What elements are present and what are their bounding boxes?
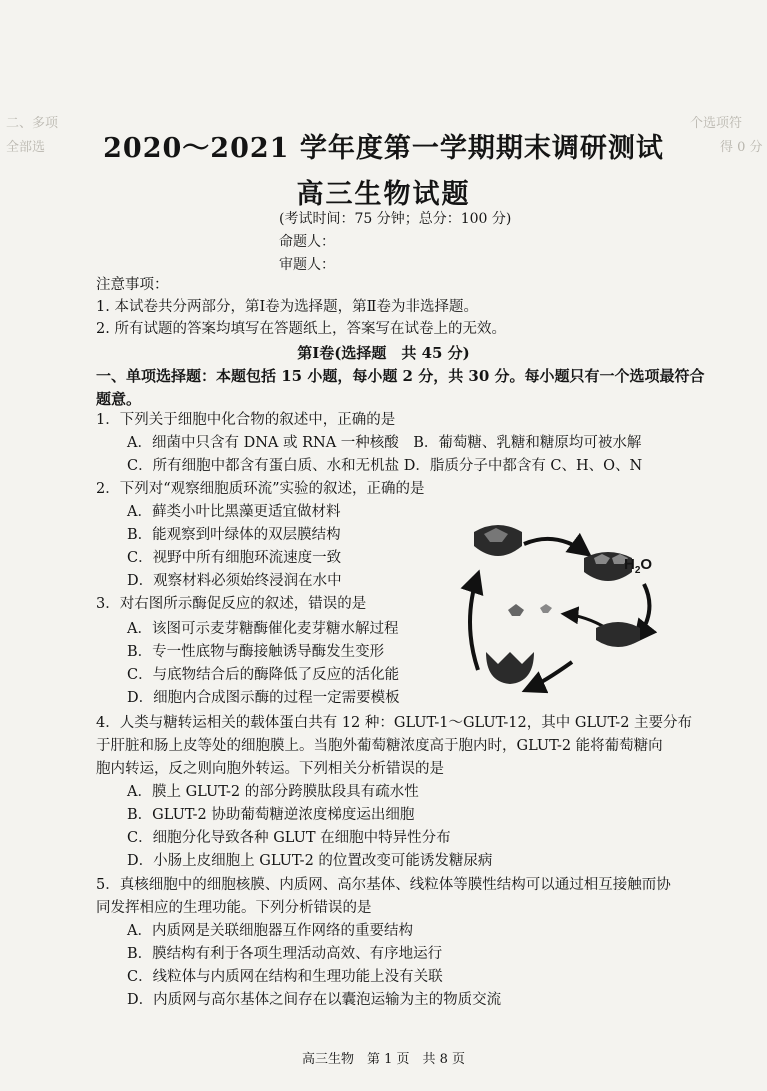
question-stem: 于肝脏和肠上皮等处的细胞膜上。当胞外葡萄糖浓度高于胞内时，GLUT-2 能将葡萄糖向: [96, 738, 663, 754]
page-footer: 高三生物 第 1 页 共 8 页: [301, 1052, 466, 1067]
bleed-text: 全部选: [6, 140, 46, 155]
exam-info: (考试时间：75 分钟；总分：100 分): [279, 211, 512, 227]
enzyme-reaction-diagram: [456, 512, 666, 702]
question-option: A．该图可示麦芽糖酶催化麦芽糖水解过程: [127, 621, 399, 637]
question-stem: 4．人类与糖转运相关的载体蛋白共有 12 种：GLUT-1～GLUT-12，其中 GLUT-2 主要分布: [96, 715, 693, 731]
section-instruction: 一、单项选择题：本题包括 15 小题，每小题 2 分，共 30 分。每小题只有一个选项最符合: [96, 367, 705, 385]
product-molecule: [508, 604, 524, 616]
question-option: C．线粒体与内质网在结构和生理功能上没有关联: [127, 969, 443, 985]
question-option: A．细菌中只含有 DNA 或 RNA 一种核酸 B．葡萄糖、乳糖和糖原均可被水解: [127, 435, 642, 451]
question-option: C．与底物结合后的酶降低了反应的活化能: [127, 667, 400, 683]
cycle-arrow: [470, 574, 478, 670]
water-label: $H_2O$: [624, 556, 653, 576]
question-stem: 3．对右图所示酶促反应的叙述，错误的是: [96, 596, 367, 612]
section-instruction: 题意。: [96, 390, 142, 408]
notice-item: 1. 本试卷共分两部分，第Ⅰ卷为选择题，第Ⅱ卷为非选择题。: [96, 299, 479, 315]
question-option: B．GLUT-2 协助葡萄糖逆浓度梯度运出细胞: [127, 807, 415, 823]
question-option: D．观察材料必须始终浸润在水中: [127, 573, 342, 589]
question-option: C．视野中所有细胞环流速度一致: [127, 550, 342, 566]
question-option: D．小肠上皮细胞上 GLUT-2 的位置改变可能诱发糖尿病: [127, 853, 493, 869]
question-option: D．细胞内合成图示酶的过程一定需要模板: [127, 690, 400, 706]
notice-heading: 注意事项：: [96, 277, 169, 293]
question-option: A．藓类小叶比黑藻更适宜做材料: [127, 504, 341, 520]
cycle-arrow: [526, 662, 572, 690]
exam-title: 2020～2021 学年度第一学期期末调研测试: [103, 133, 664, 164]
reviewer-label: 审题人：: [279, 257, 335, 273]
question-option: A．内质网是关联细胞器互作网络的重要结构: [127, 923, 413, 939]
enzyme: [596, 622, 640, 647]
enzyme-substrate-complex: [474, 525, 522, 556]
question-option: A．膜上 GLUT-2 的部分跨膜肽段具有疏水性: [127, 784, 419, 800]
question-option: B．能观察到叶绿体的双层膜结构: [127, 527, 341, 543]
free-enzyme: [486, 652, 534, 684]
question-stem: 5．真核细胞中的细胞核膜、内质网、高尔基体、线粒体等膜性结构可以通过相互接触而协: [96, 877, 671, 893]
setter-label: 命题人：: [279, 234, 335, 250]
notice-item: 2. 所有试题的答案均填写在答题纸上，答案写在试卷上的无效。: [96, 321, 506, 337]
product-arrow: [564, 614, 606, 628]
bleed-text: 得 0 分: [720, 140, 763, 155]
exam-subtitle: 高三生物试题: [296, 179, 471, 210]
question-option: B．膜结构有利于各项生理活动高效、有序地运行: [127, 946, 443, 962]
question-option: B．专一性底物与酶接触诱导酶发生变形: [127, 644, 385, 660]
question-stem: 1．下列关于细胞中化合物的叙述中，正确的是: [96, 412, 396, 428]
bleed-text: 二、多项: [6, 116, 59, 131]
product-molecule: [540, 604, 552, 613]
question-option: C．细胞分化导致各种 GLUT 在细胞中特异性分布: [127, 830, 451, 846]
question-stem: 2．下列对“观察细胞质环流”实验的叙述，正确的是: [96, 481, 425, 497]
question-stem: 胞内转运，反之则向胞外转运。下列相关分析错误的是: [96, 761, 444, 777]
question-option: C．所有细胞中都含有蛋白质、水和无机盐 D．脂质分子中都含有 C、H、O、N: [127, 458, 643, 474]
part-heading: 第Ⅰ卷(选择题 共 45 分): [297, 344, 470, 362]
bleed-text: 个选项符: [690, 116, 743, 131]
cycle-arrow: [524, 539, 588, 554]
question-option: D．内质网与高尔基体之间存在以囊泡运输为主的物质交流: [127, 992, 502, 1008]
question-stem: 同发挥相应的生理功能。下列分析错误的是: [96, 900, 372, 916]
